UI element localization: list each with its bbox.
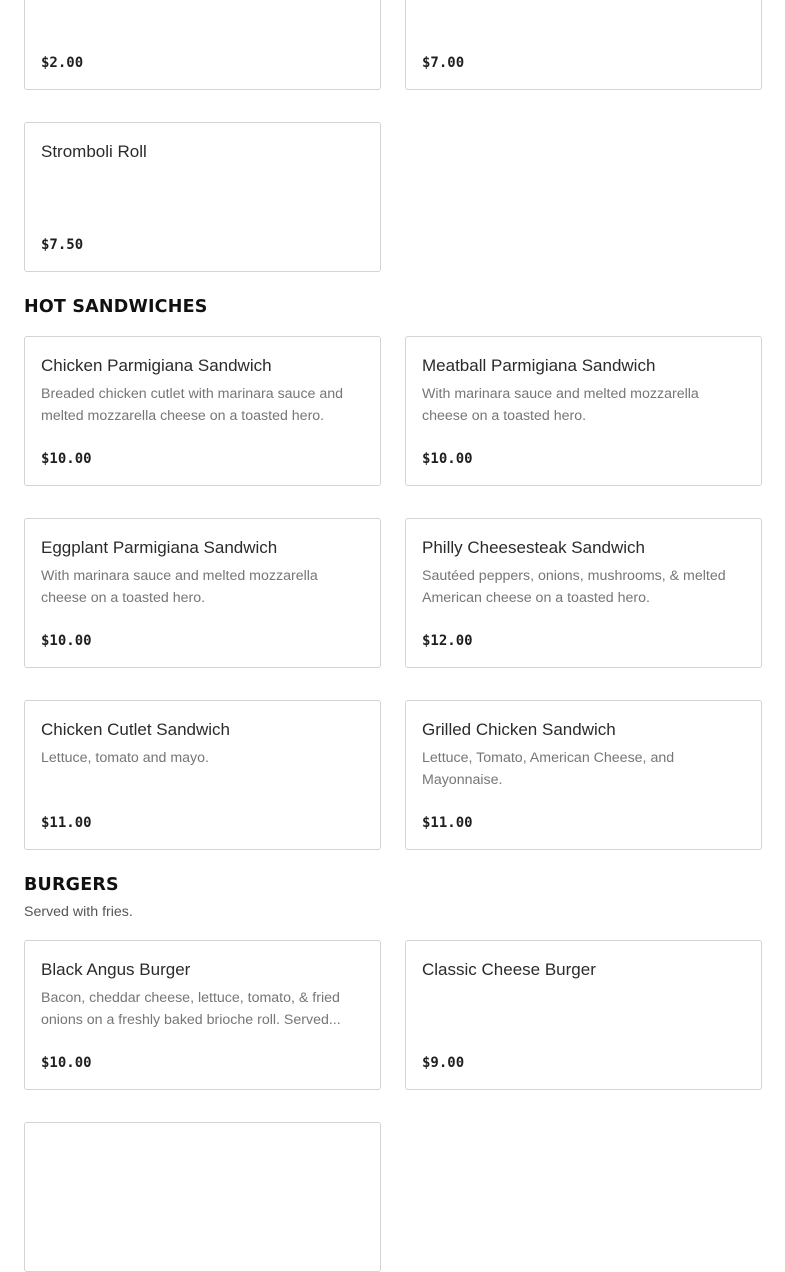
menu-item-description: Sautéed peppers, onions, mushrooms, & melted American cheese on a toasted hero. <box>422 568 726 606</box>
menu-item-price: $12.00 <box>422 633 473 649</box>
menu-item-description: Lettuce, tomato and mayo. <box>41 750 209 766</box>
menu-item-card[interactable] <box>24 0 381 90</box>
menu-item-price: $10.00 <box>422 451 473 467</box>
menu-item-description: Lettuce, Tomato, American Cheese, and Mayonnaise. <box>422 750 675 788</box>
menu-item-card[interactable] <box>405 336 762 486</box>
menu-item-card[interactable] <box>24 336 381 486</box>
menu-item-price: $10.00 <box>41 1055 92 1071</box>
menu-item-name: Classic Cheese Burger <box>422 960 596 979</box>
section-title: BURGERS <box>24 875 119 895</box>
menu-item-card[interactable] <box>24 940 381 1090</box>
menu-item-description: Bacon, cheddar cheese, lettuce, tomato, & fried onions on a freshly baked brioche roll. Served... <box>41 990 341 1028</box>
menu-item-price: $10.00 <box>41 451 92 467</box>
menu-item-description: Breaded chicken cutlet with marinara sauce and melted mozzarella cheese on a toasted hero. <box>41 386 344 424</box>
menu-item-price: $10.00 <box>41 633 92 649</box>
menu-item-name: Meatball Parmigiana Sandwich <box>422 356 656 375</box>
menu-item-name: Stromboli Roll <box>41 142 147 161</box>
menu-item-name: Eggplant Parmigiana Sandwich <box>41 538 278 557</box>
menu-item-description: With marinara sauce and melted mozzarella cheese on a toasted hero. <box>41 568 318 606</box>
menu-item-price: $7.00 <box>422 55 465 71</box>
menu-item-description: With marinara sauce and melted mozzarella cheese on a toasted hero. <box>422 386 699 424</box>
menu-item-price: $11.00 <box>41 815 92 831</box>
menu-item-card[interactable] <box>24 518 381 668</box>
menu-item-card[interactable] <box>405 0 762 90</box>
menu-item-card[interactable] <box>405 940 762 1090</box>
menu-item-price: $9.00 <box>422 1055 465 1071</box>
menu-item-card[interactable] <box>24 700 381 850</box>
menu-item-name: Chicken Parmigiana Sandwich <box>41 356 272 375</box>
menu-item-name: Chicken Cutlet Sandwich <box>41 720 230 739</box>
menu-item-name: Grilled Chicken Sandwich <box>422 720 616 739</box>
menu-item-price: $7.50 <box>41 237 84 253</box>
menu-item-price: $11.00 <box>422 815 473 831</box>
section-description: Served with fries. <box>24 904 133 920</box>
menu-item-card[interactable] <box>24 122 381 272</box>
menu-item-name: Black Angus Burger <box>41 960 191 979</box>
menu-item-name: Philly Cheesesteak Sandwich <box>422 538 646 557</box>
menu-item-card[interactable] <box>405 700 762 850</box>
menu-item-card[interactable] <box>405 518 762 668</box>
menu-item-card[interactable] <box>24 1122 381 1272</box>
menu-item-price: $2.00 <box>41 55 84 71</box>
section-title: HOT SANDWICHES <box>24 297 208 317</box>
